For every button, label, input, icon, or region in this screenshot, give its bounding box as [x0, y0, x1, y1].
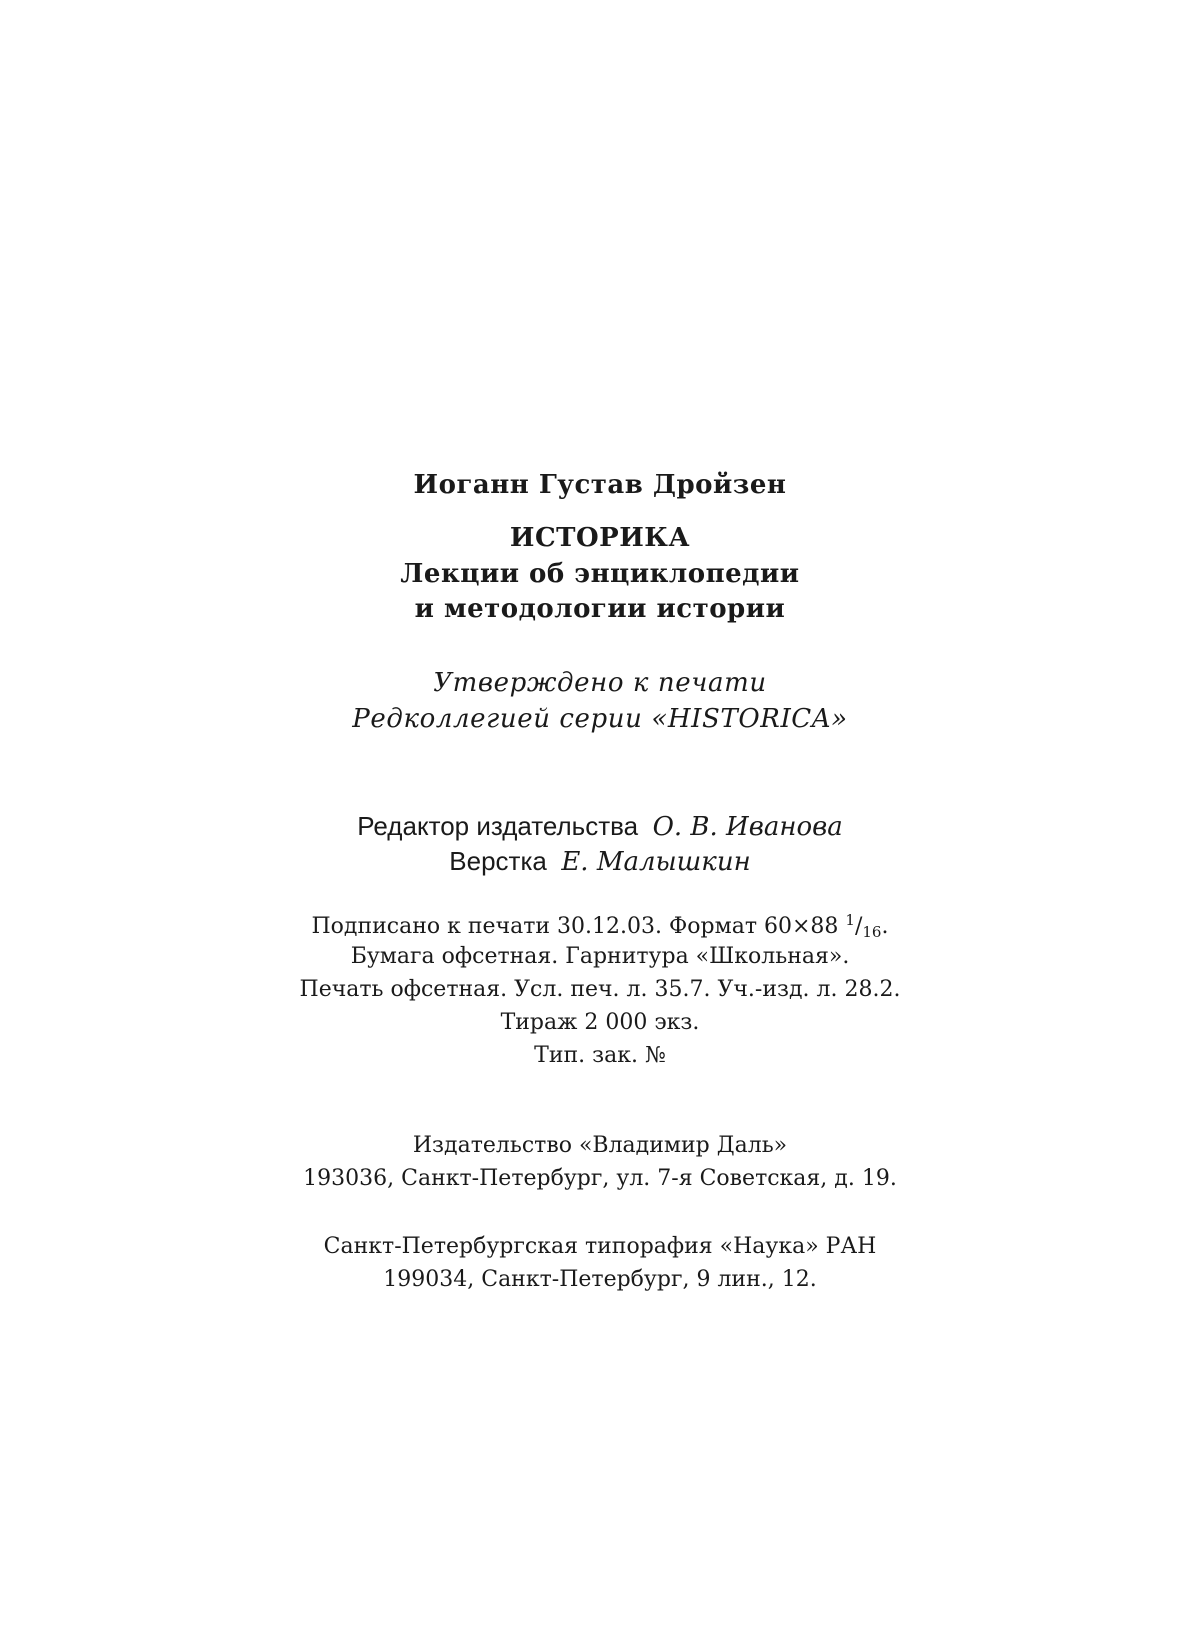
editor-name: О. В. Иванова	[652, 812, 843, 842]
approval-line-2: Редколлегией серии «HISTORICA»	[352, 704, 848, 734]
editor-credit	[0, 813, 1200, 840]
layout-name: Е. Малышкин	[561, 847, 751, 877]
publisher-name: Издательство «Владимир Даль»	[412, 1133, 788, 1158]
book-subtitle-line-2: и методологии истории	[414, 594, 786, 624]
printer-name: Санкт-Петербургская типорафия «Наука» РАН	[323, 1234, 877, 1259]
imprint-order: Тип. зак. №	[534, 1043, 666, 1068]
imprint-paper: Бумага офсетная. Гарнитура «Школьная».	[350, 944, 850, 969]
printer-address: 199034, Санкт-Петербург, 9 лин., 12.	[383, 1267, 817, 1292]
book-title: ИСТОРИКА	[509, 523, 691, 553]
format-numerator: 1	[845, 911, 855, 929]
editor-role: Редактор издательства	[357, 811, 639, 841]
layout-role: Верстка	[449, 846, 547, 876]
layout-credit	[0, 848, 1200, 875]
format-denominator: 16	[862, 923, 882, 941]
book-subtitle-line-1: Лекции об энциклопедии	[400, 559, 800, 589]
format-slash: /	[854, 914, 863, 939]
publisher-address: 193036, Санкт-Петербург, ул. 7-я Советская, д. 19.	[303, 1166, 897, 1191]
imprint-signed-suffix: .	[881, 914, 889, 939]
imprint-signed-format	[0, 913, 1200, 940]
author-name: Иоганн Густав Дройзен	[413, 470, 787, 500]
imprint-signed-prefix: Подписано к печати 30.12.03. Формат 60×88	[311, 914, 839, 939]
approval-line-1: Утверждено к печати	[433, 668, 767, 698]
imprint-run: Тираж 2 000 экз.	[500, 1010, 700, 1035]
imprint-print: Печать офсетная. Усл. печ. л. 35.7. Уч.-изд. л. 28.2.	[299, 977, 901, 1002]
